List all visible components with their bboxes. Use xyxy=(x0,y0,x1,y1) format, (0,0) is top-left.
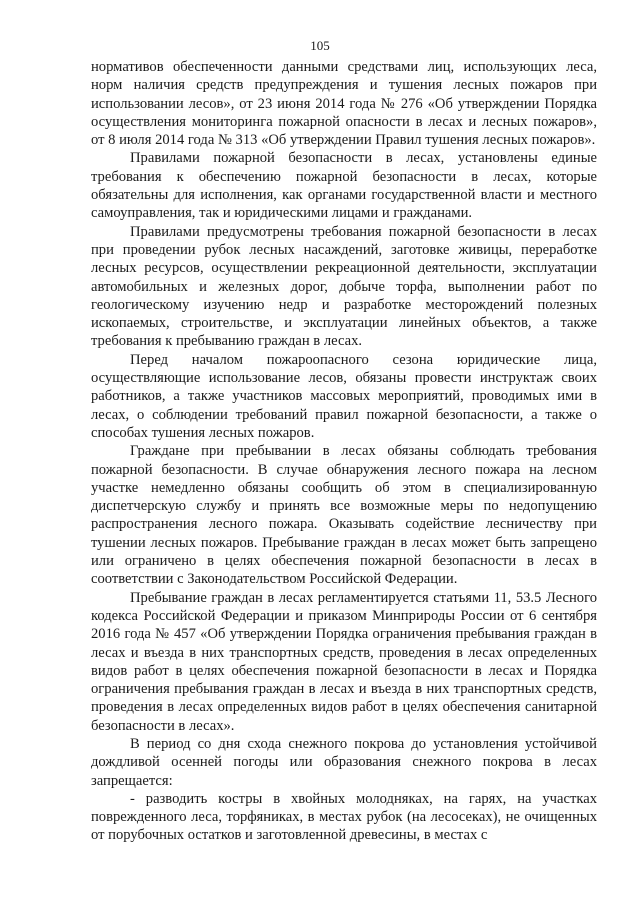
document-body xyxy=(91,58,597,845)
paragraph: Правилами пожарной безопасности в лесах, установлены единые требования к обеспечению пожарной безопасности в лесах, которые обязательны для исполнения, как органами государственной власти и местного самоуправления, так и юридическими лицами и гражданами. xyxy=(91,150,597,222)
paragraph-continuation: нормативов обеспеченности данными средствами лиц, использующих леса, норм наличия средств предупреждения и тушения лесных пожаров при использовании лесов», от 23 июня 2014 года № 276 «Об утверждении Порядка осуществления мониторинга пожарной опасности в лесах и лесных пожаров», от 8 июля 2014 года № 313 «Об утверждении Правил тушения лесных пожаров». xyxy=(91,59,597,149)
page-number: 105 xyxy=(310,38,330,53)
list-item: - разводить костры в хвойных молодняках, на гарях, на участках поврежденного леса, торфяниках, в местах рубок (на лесосеках), не очищенных от порубочных остатков и заготовленной древесины, в местах с xyxy=(91,790,597,844)
paragraph: Пребывание граждан в лесах регламентируется статьями 11, 53.5 Лесного кодекса Российской Федерации и приказом Минприроды России от 6 сентября 2016 года № 457 «Об утверждении Порядка ограничения пребывания граждан в лесах и въезда в них транспортных средств, проведения в лесах определенных видов работ в целях обеспечения пожарной безопасности в лесах и Порядка ограничения пребывания граждан в лесах и въезда в них транспортных средств, проведения в лесах определенных видов работ в целях обеспечения санитарной безопасности в лесах». xyxy=(91,589,597,734)
paragraph: Граждане при пребывании в лесах обязаны соблюдать требования пожарной безопасности. В случае обнаружения лесного пожара на лесном участке немедленно обязаны сообщить об этом в специализированную диспетчерскую службу и принять все возможные меры по недопущению распространения лесного пожара. Оказывать содействие лесничеству при тушении лесных пожаров. Пребывание граждан в лесах может быть запрещено или ограничено в целях обеспечения пожарной безопасности в лесах в соответствии с Законодательством Российской Федерации. xyxy=(91,443,597,588)
paragraph: Перед началом пожароопасного сезона юридические лица, осуществляющие использование лесов, обязаны провести инструктаж своих работников, а также участников массовых мероприятий, проводимых ими в лесах, о соблюдении требований правил пожарной безопасности, а также о способах тушения лесных пожаров. xyxy=(91,351,597,441)
paragraph: В период со дня схода снежного покрова до установления устойчивой дождливой осенней погоды или образования снежного покрова в лесах запрещается: xyxy=(91,735,597,789)
paragraph: Правилами предусмотрены требования пожарной безопасности в лесах при проведении рубок лесных насаждений, заготовке живицы, переработке лесных ресурсов, осуществлении рекреационной деятельности, эксплуатации автомобильных и железных дорог, добыче торфа, выполнении работ по геологическому изучению недр и разработке месторождений полезных ископаемых, строительстве, и эксплуатации линейных объектов, а также требования к пребыванию граждан в лесах. xyxy=(91,223,597,350)
